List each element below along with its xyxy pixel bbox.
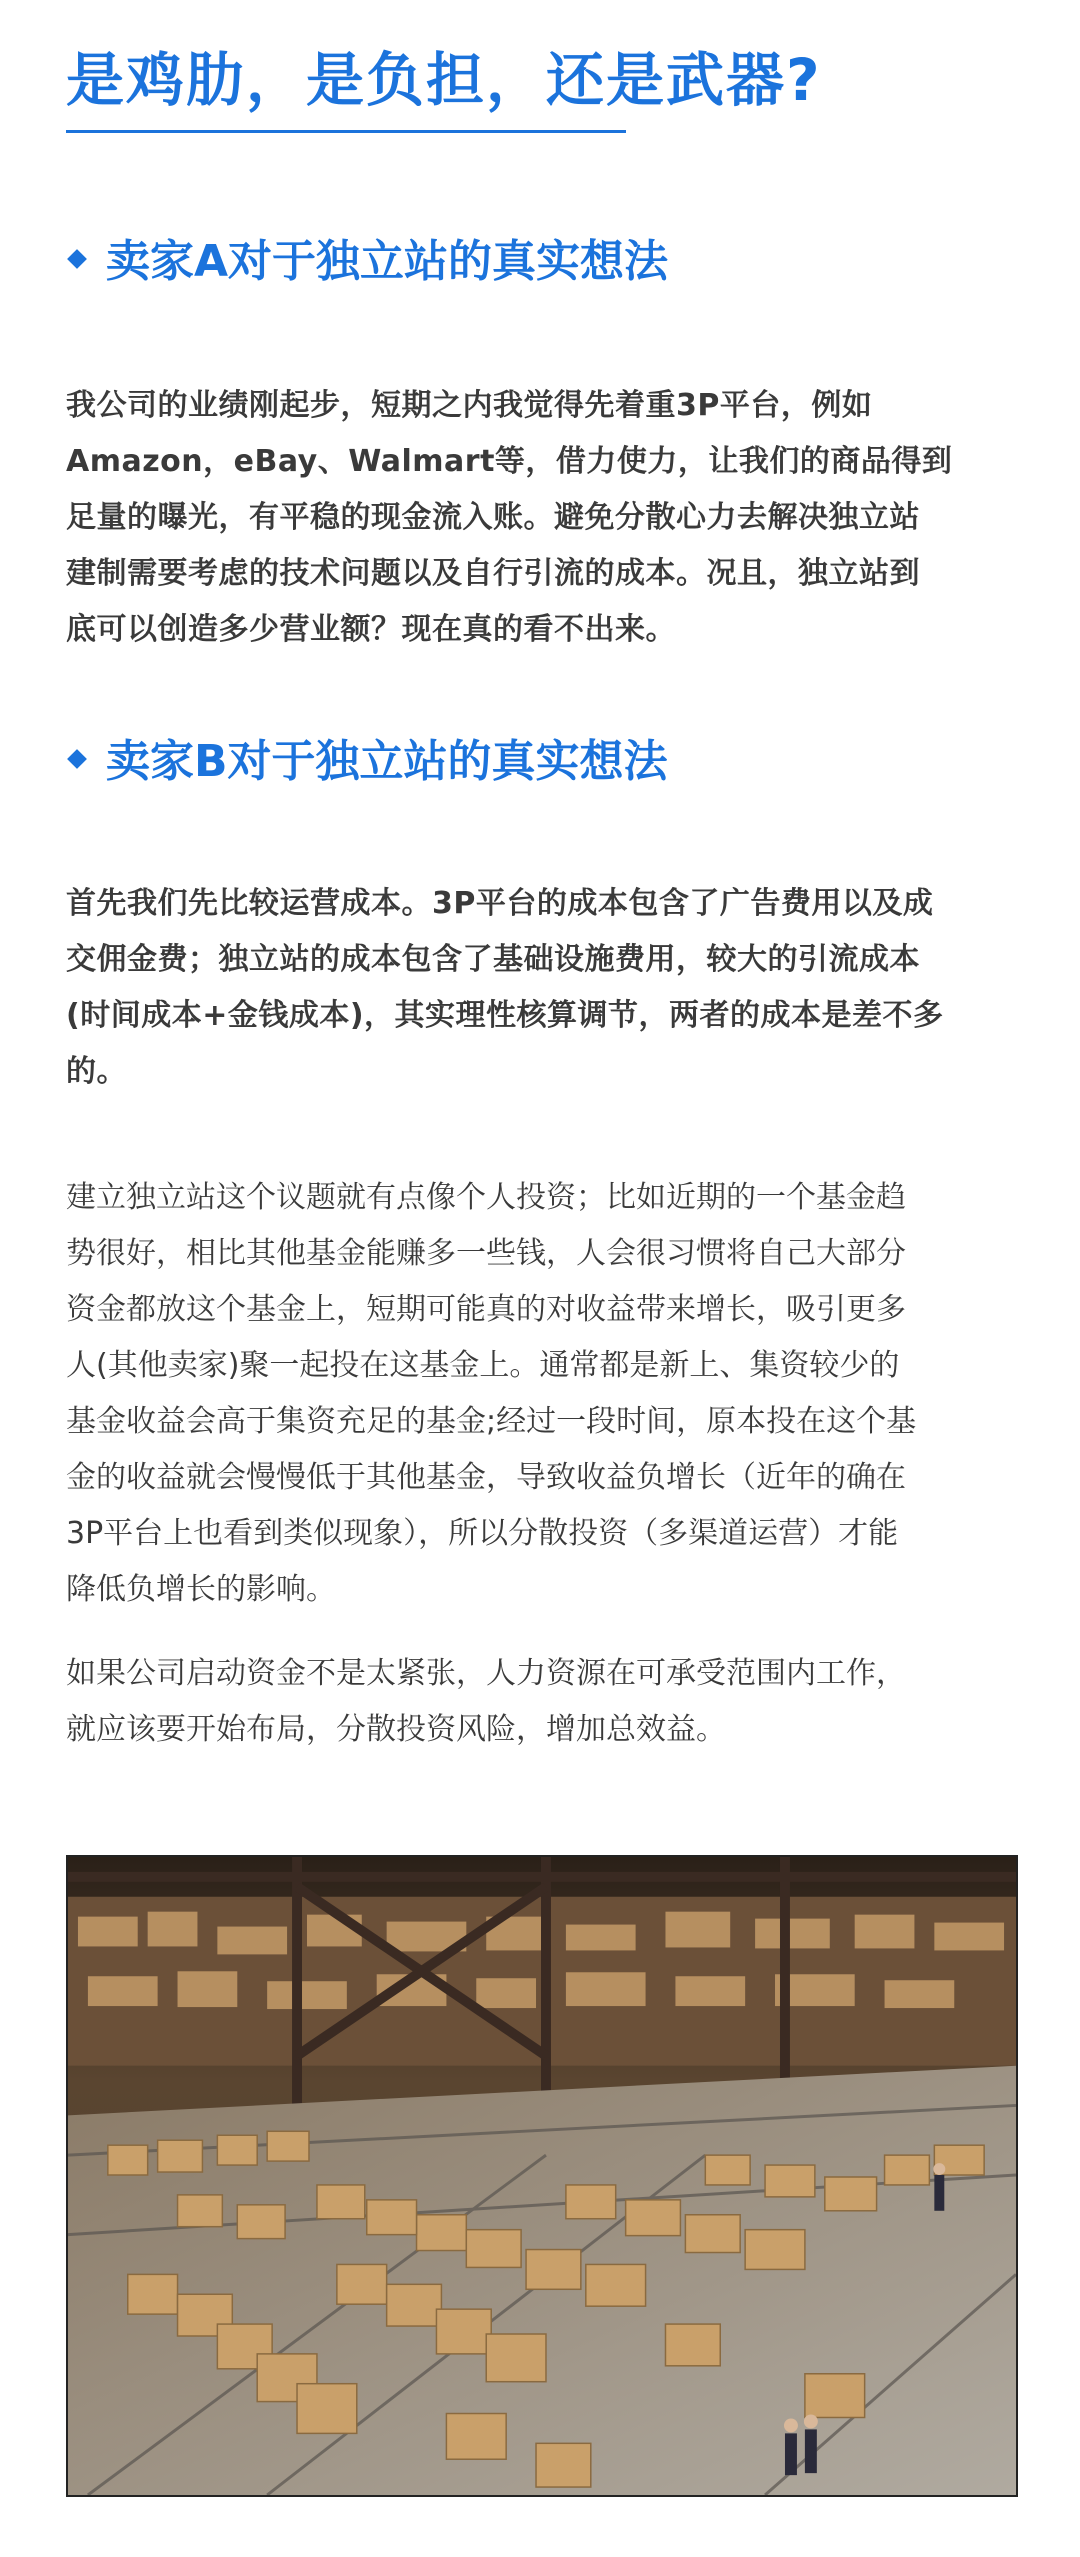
section-heading-a-text: 卖家A对于独立站的真实想法 — [106, 236, 669, 287]
diamond-bullet-icon — [67, 749, 87, 769]
section-heading-a — [66, 232, 668, 292]
section-heading-b-text: 卖家B对于独立站的真实想法 — [106, 736, 668, 787]
warehouse-photo-icon — [68, 1857, 1016, 2495]
seller-b-paragraph-conclusion: 如果公司启动资金不是太紧张，人力资源在可承受范围内工作， 就应该要开始布局，分散投资风险，增加总效益。 — [66, 1656, 906, 1747]
title-underline — [66, 130, 626, 133]
seller-b-paragraph-cost: 首先我们先比较运营成本。3P平台的成本包含了广告费用以及成 交佣金费；独立站的成本包含了基础设施费用，较大的引流成本 (时间成本+金钱成本)，其实理性核算调节，两者的成本是差不多 的。 — [66, 886, 944, 1089]
warehouse-photo — [66, 1855, 1018, 2497]
diamond-bullet-icon — [67, 249, 87, 269]
section-heading-b — [66, 732, 668, 792]
seller-a-paragraph: 我公司的业绩刚起步，短期之内我觉得先着重3P平台，例如 Amazon，eBay、Walmart等，借力使力，让我们的商品得到 足量的曝光，有平稳的现金流入账。避免分散心力去解决独立站 建制需要考虑的技术问题以及自行引流的成本。况且，独立站到 底可以创造多少营业额？现在真的看不出来。 — [66, 388, 953, 647]
seller-b-paragraph-investment: 建立独立站这个议题就有点像个人投资；比如近期的一个基金趋 势很好，相比其他基金能赚多一些钱，人会很习惯将自己大部分 资金都放这个基金上，短期可能真的对收益带来增长，吸引更多 人(其他卖家)聚一起投在这基金上。通常都是新上、集资较少的 基金收益会高于集资充足的基金;经过一段时间，原本投在这个基 金的收益就会慢慢低于其他基金，导致收益负增长（近年的确在 3P平台上也看到类似现象），所以分散投资（多渠道运营）才能 降低负增长的影响。 — [66, 1180, 917, 1607]
page-title: 是鸡肋，是负担，还是武器? — [66, 46, 822, 114]
